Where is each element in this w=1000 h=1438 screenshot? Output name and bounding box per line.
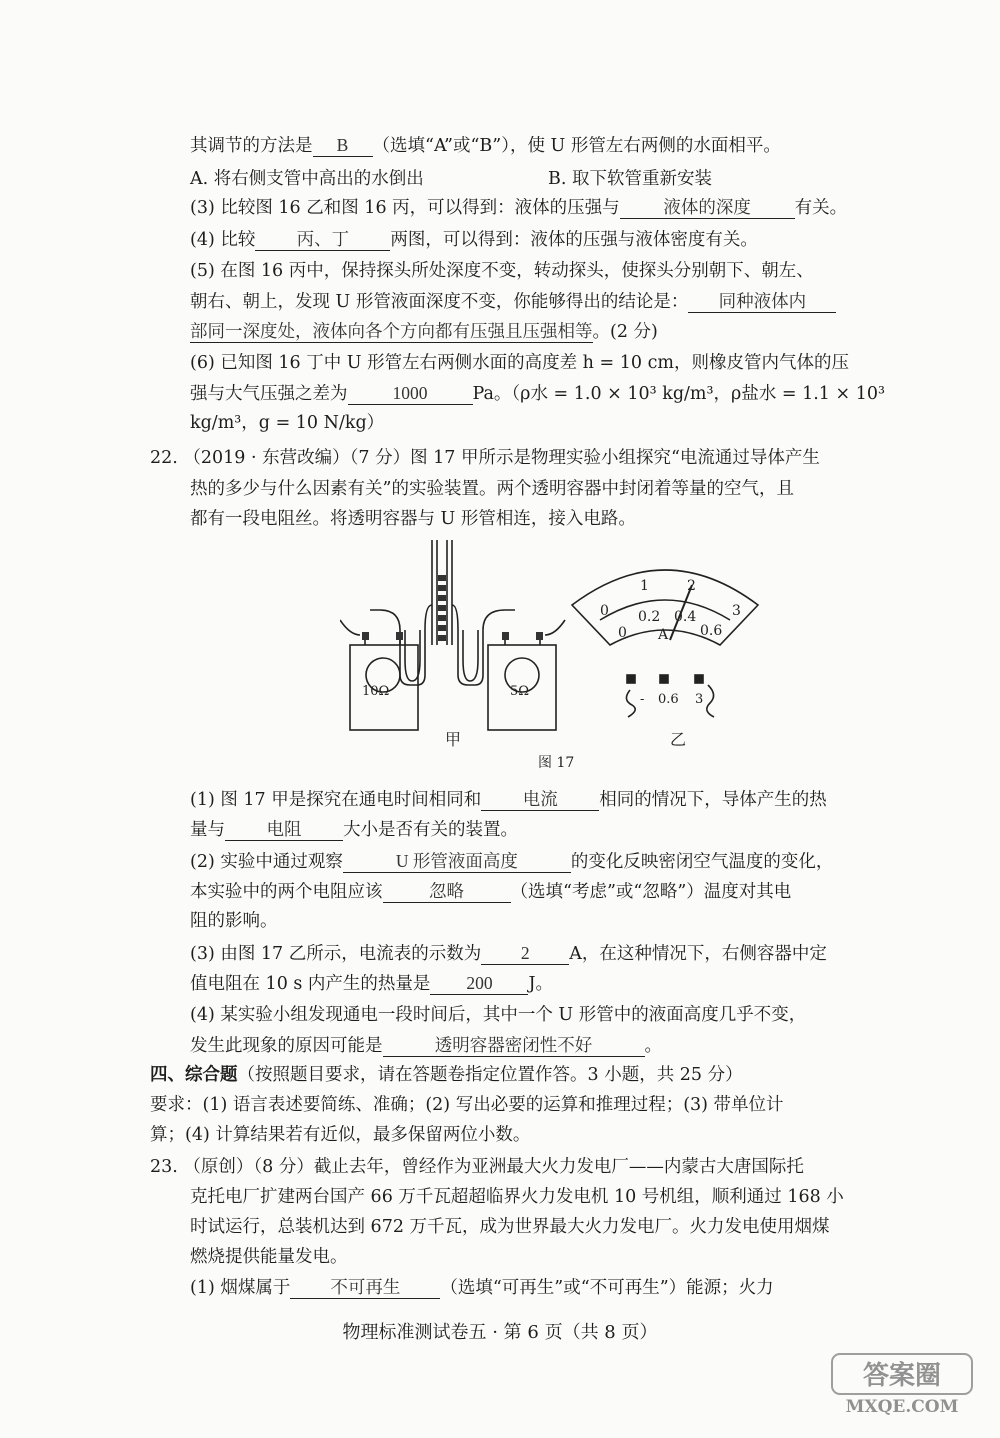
q21-part5-line3: 部同一深度处，液体向各个方向都有压强且压强相等。(2 分): [190, 321, 658, 342]
label-yi: 乙: [670, 730, 687, 749]
figure-17: [340, 535, 780, 775]
answer-blank: 部同一深度处，液体向各个方向都有压强且压强相等: [190, 321, 593, 341]
q21-part6-line2: 强与大气压强之差为 1000 Pa。（ρ水 = 1.0 × 10³ kg/m³，ρ盐水 = 1.1 × 10³: [190, 383, 886, 404]
ammeter-unit: A: [658, 627, 669, 643]
answer-blank: 忽略: [383, 880, 511, 903]
answer-blank: 2: [481, 942, 569, 965]
answer-blank: 同种液体内: [688, 290, 836, 313]
wire-right: [707, 685, 714, 717]
answer-blank: 透明容器密闭性不好: [383, 1034, 645, 1057]
answer-blank: 不可再生: [290, 1276, 440, 1299]
answer-blank: 电流: [481, 788, 599, 811]
ammeter-scale-arc: [600, 600, 730, 620]
figure-caption: 图 17: [538, 755, 575, 771]
scale-bot-1: 0.2: [638, 609, 661, 625]
answer-blank: 200: [430, 972, 528, 995]
q23-stem-line2: 克托电厂扩建两台国产 66 万千瓦超超临界火力发电机 10 号机组，顺利通过 168 小: [190, 1187, 844, 1207]
page-footer: 物理标准测试卷五 · 第 6 页（共 8 页）: [342, 1322, 658, 1343]
q23-stem-line4: 燃烧提供能量发电。: [190, 1247, 348, 1267]
section-4-header: 四、综合题（按照题目要求，请在答题卷指定位置作答。3 小题，共 25 分）: [150, 1065, 743, 1085]
figure-jia-apparatus: [340, 540, 565, 730]
q22-sub3-line1: (3) 由图 17 乙所示，电流表的示数为 2 A，在这种情况下，右侧容器中定: [190, 943, 827, 964]
q22-stem-line2: 热的多少与什么因素有关”的实验装置。两个透明容器中封闭着等量的空气，且: [190, 479, 794, 499]
q21-part3: (3) 比较图 16 乙和图 16 丙，可以得到：液体的压强与 液体的深度 有关。: [190, 197, 848, 218]
q21-part6-line3: kg/m³，g = 10 N/kg）: [190, 413, 385, 433]
wire-left: [626, 690, 635, 717]
right-u-tube: [458, 630, 483, 685]
answer-blank: U 形管液面高度: [343, 850, 571, 873]
terminal-neg: -: [640, 692, 645, 707]
label-jia: 甲: [445, 730, 462, 749]
answer-blank: 液体的深度: [620, 196, 795, 219]
answer-blank: 电阻: [225, 818, 343, 841]
q22-sub3-line2: 值电阻在 10 s 内产生的热量是 200 J。: [190, 973, 553, 994]
scale-bot-2: 0.4: [674, 609, 697, 625]
q22-stem-line3: 都有一段电阻丝。将透明容器与 U 形管相连，接入电路。: [190, 509, 636, 529]
q22-sub2-line3: 阻的影响。: [190, 911, 278, 931]
q23-stem-line1: 23. （原创）（8 分）截止去年，曾经作为亚洲最大火力发电厂——内蒙古大唐国际托: [150, 1157, 804, 1177]
option-a: A. 将右侧支管中高出的水倒出: [190, 169, 424, 189]
q22-sub4-line2: 发生此现象的原因可能是 透明容器密闭性不好 。: [190, 1035, 662, 1056]
scale-top-2: 2: [687, 578, 696, 594]
terminal-06: 0.6: [658, 692, 679, 707]
answer-blank: B: [313, 134, 373, 157]
answer-blank: 1000: [348, 382, 473, 405]
q22-sub2-line1: (2) 实验中通过观察 U 形管液面高度 的变化反映密闭空气温度的变化，: [190, 851, 834, 872]
q22-sub1-line2: 量与 电阻 大小是否有关的装置。: [190, 819, 518, 840]
q21-line-method: 其调节的方法是 B （选填“A”或“B”），使 U 形管左右两侧的水面相平。: [190, 135, 781, 156]
q22-sub1-line1: (1) 图 17 甲是探究在通电时间相同和 电流 相同的情况下，导体产生的热: [190, 789, 827, 810]
resistor-label-right: 5Ω: [510, 684, 530, 699]
q22-stem-line1: 22. （2019 · 东营改编）（7 分）图 17 甲所示是物理实验小组探究“电流通过导体产生: [150, 448, 820, 468]
resistor-label-left: 10Ω: [362, 684, 390, 699]
scale-top-1: 1: [640, 578, 649, 594]
scale-bot-3: 0.6: [700, 623, 723, 639]
scale-bot-0: 0: [618, 625, 627, 641]
q21-part4: (4) 比较 丙、丁 两图，可以得到：液体的压强与液体密度有关。: [190, 229, 758, 250]
watermark-logo: [830, 1350, 980, 1418]
q22-sub2-line2: 本实验中的两个电阻应该 忽略 （选填“考虑”或“忽略”）温度对其电: [190, 881, 792, 902]
answer-blank: 丙、丁: [255, 228, 390, 251]
q21-part6-line1: (6) 已知图 16 丁中 U 形管左右两侧水面的高度差 h = 10 cm，则橡皮管内气体的压: [190, 353, 849, 373]
q23-stem-line3: 时试运行，总装机达到 672 万千瓦，成为世界最大火力发电厂。火力发电使用烟煤: [190, 1217, 830, 1237]
option-b: B. 取下软管重新安装: [548, 169, 712, 189]
q22-sub4-line1: (4) 某实验小组发现通电一段时间后，其中一个 U 形管中的液面高度几乎不变，: [190, 1005, 807, 1025]
section-4-req1: 要求：(1) 语言表述要简练、准确；(2) 写出必要的运算和推理过程；(3) 带单位计: [150, 1095, 784, 1115]
section-4-req2: 算；(4) 计算结果若有近似，最多保留两位小数。: [150, 1125, 531, 1145]
q23-sub1-line1: (1) 烟煤属于 不可再生 （选填“可再生”或“不可再生”）能源；火力: [190, 1277, 774, 1298]
watermark-cn: 答案圈: [862, 1361, 942, 1391]
terminal-3: 3: [695, 692, 704, 707]
section-title: 四、综合题: [150, 1065, 238, 1085]
watermark-url: MXQE.COM: [845, 1397, 959, 1417]
q21-part5-line1: (5) 在图 16 丙中，保持探头所处深度不变，转动探头，使探头分别朝下、朝左、: [190, 261, 814, 281]
left-u-tube: [400, 630, 425, 685]
scale-top-0: 0: [600, 603, 609, 619]
scale-top-3: 3: [732, 603, 741, 619]
q21-part5-line2: 朝右、朝上，发现 U 形管液面深度不变，你能够得出的结论是： 同种液体内: [190, 290, 922, 313]
